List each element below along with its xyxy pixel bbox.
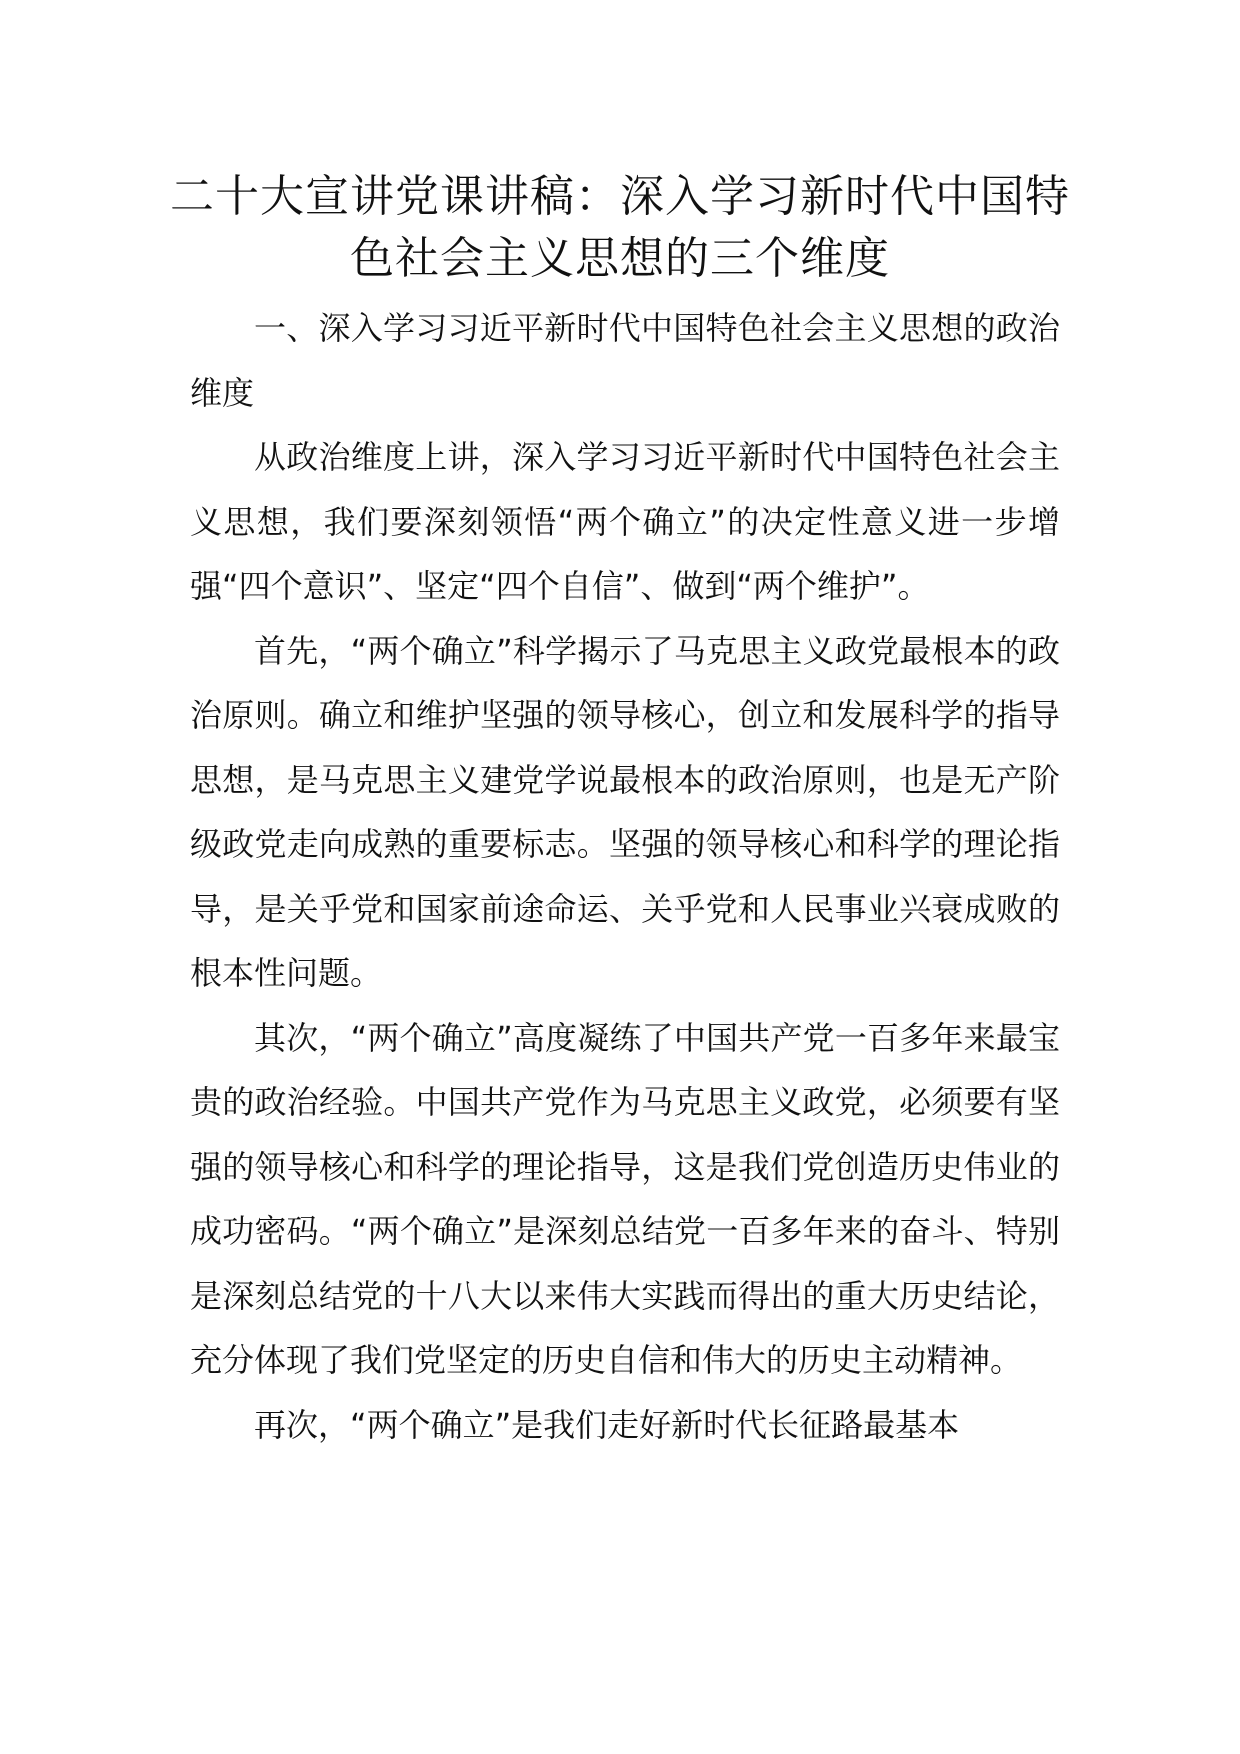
paragraph: 其次，“两个确立”高度凝练了中国共产党一百多年来最宝贵的政治经验。中国共产党作为马克思主义政党，必须要有坚强的领导核心和科学的理论指导，这是我们党创造历史伟业的成功密码。“两个确立”是深刻总结党一百多年来的奋斗、特别是深刻总结党的十八大以来伟大实践而得出的重大历史结论，充分体现了我们党坚定的历史自信和伟大的历史主动精神。 <box>190 1018 1060 1379</box>
paragraph: 首先，“两个确立”科学揭示了马克思主义政党最根本的政治原则。确立和维护坚强的领导核心，创立和发展科学的指导思想，是马克思主义建党学说最根本的政治原则，也是无产阶级政党走向成熟的重要标志。坚强的领导核心和科学的理论指导，是关乎党和国家前途命运、关乎党和人民事业兴衰成败的根本性问题。 <box>190 631 1060 992</box>
document-body <box>190 296 1060 1457</box>
section-heading: 一、深入学习习近平新时代中国特色社会主义思想的政治维度 <box>190 309 1060 412</box>
document-title: 二十大宣讲党课讲稿：深入学习新时代中国特色社会主义思想的三个维度 <box>170 171 1070 284</box>
paragraph: 从政治维度上讲，深入学习习近平新时代中国特色社会主义思想，我们要深刻领悟“两个确立”的决定性意义进一步增强“四个意识”、坚定“四个自信”、做到“两个维护”。 <box>190 438 1060 605</box>
paragraph: 再次，“两个确立”是我们走好新时代长征路最基本 <box>254 1405 960 1444</box>
